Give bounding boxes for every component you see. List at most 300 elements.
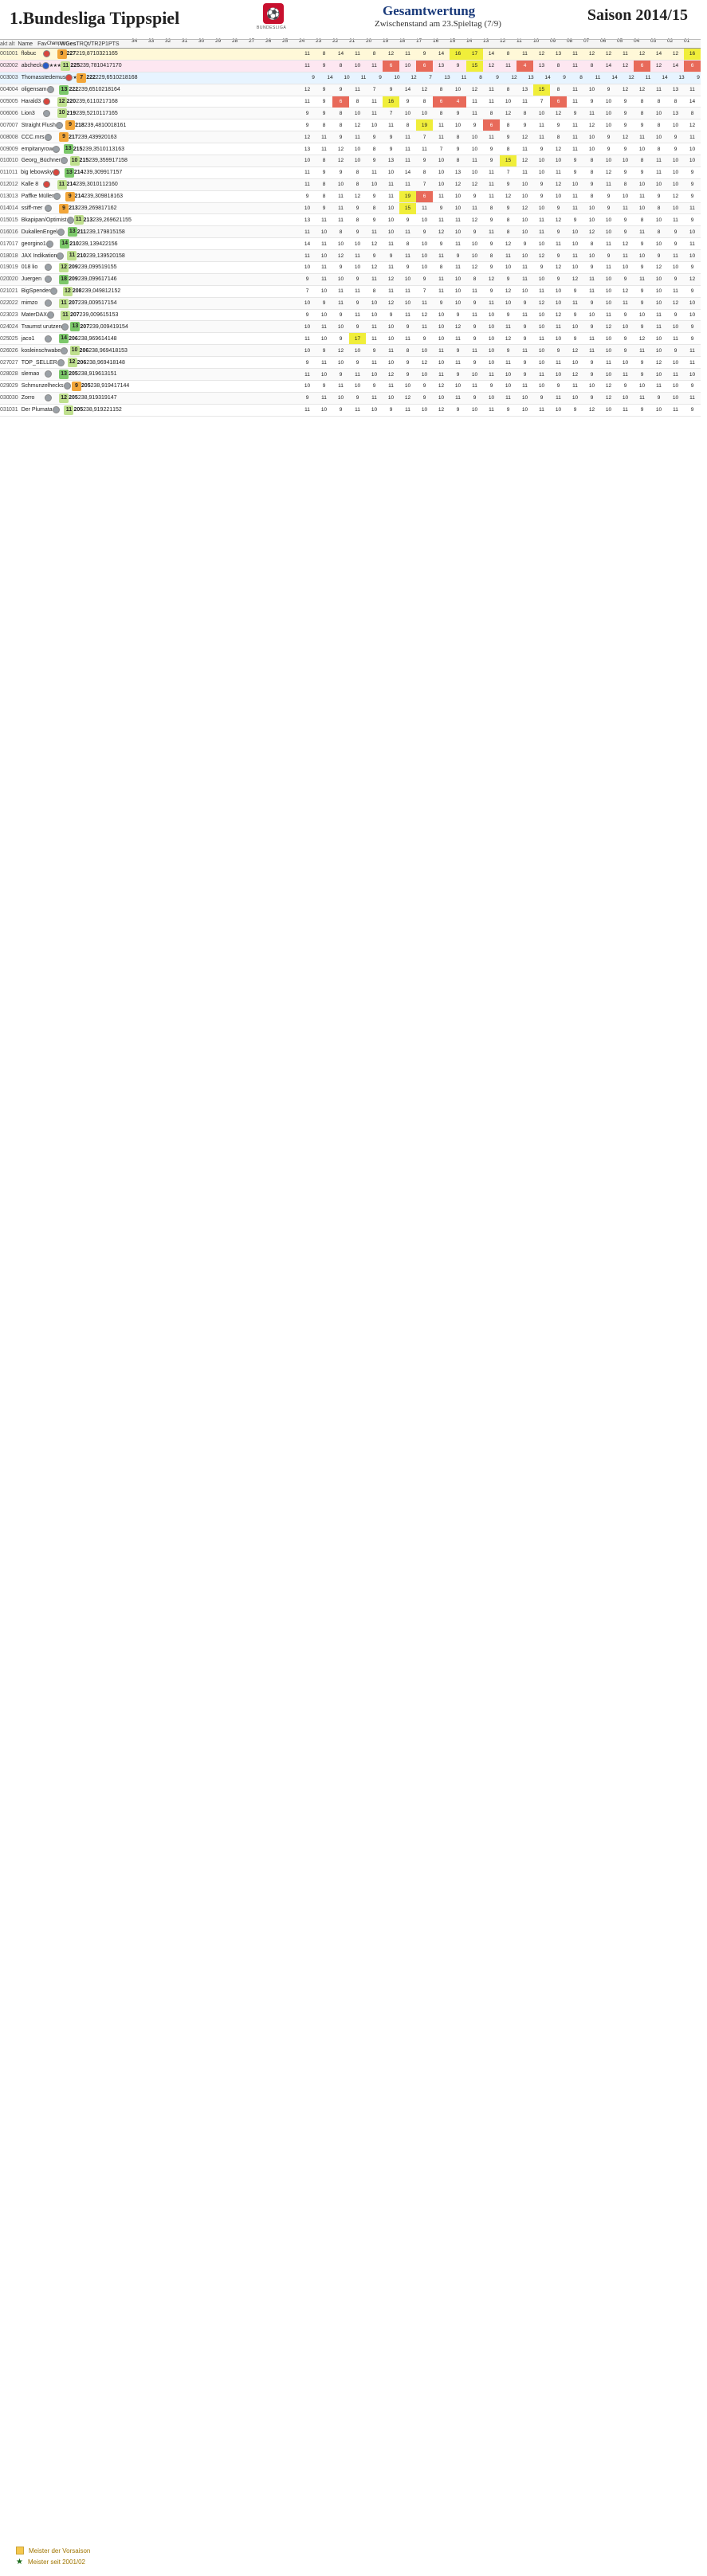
matchday-score: 14 (488, 51, 495, 57)
matchday-score: 10 (404, 110, 411, 116)
player-name[interactable]: kosleinschwabe (21, 347, 61, 354)
matchday-score: 10 (354, 383, 361, 390)
matchday-score: 9 (623, 335, 627, 342)
matchday-score: 11 (556, 323, 561, 330)
matchday-score: 12 (521, 134, 528, 140)
matchday-future (182, 167, 198, 178)
matchday-future (215, 250, 232, 261)
matchday-score: 9 (573, 312, 577, 319)
quota-cell: 9,09 (84, 276, 96, 283)
matchday-score: 17 (466, 49, 483, 60)
player-name[interactable]: ssiff-mer (21, 206, 43, 212)
day-header: 04 (634, 38, 640, 44)
table-row (0, 155, 701, 167)
player-name[interactable]: JAX Indikation (21, 253, 57, 259)
matchday-score: 9 (623, 383, 627, 390)
matchday-score: 11 (522, 347, 528, 354)
matchday-score: 10 (638, 146, 646, 152)
club-badge-icon (45, 335, 52, 343)
day-header-group (132, 38, 701, 49)
matchday-future (165, 298, 182, 309)
matchday-future (265, 333, 282, 344)
matchday-score: 10 (521, 395, 528, 401)
matchday-score: 10 (471, 407, 478, 413)
week-points-cell (77, 73, 86, 83)
week-points: 10 (57, 108, 67, 118)
matchday-score: 8 (506, 229, 510, 235)
matchday-score: 9 (623, 99, 627, 105)
matchday-future (282, 179, 299, 190)
matchday-score: 8 (556, 63, 560, 69)
matchday-cells (132, 179, 701, 190)
matchday-score: 11 (689, 206, 695, 212)
matchday-future (282, 262, 299, 273)
matchday-score: 10 (655, 241, 662, 247)
total-points: 214 (73, 170, 84, 176)
matchday-future (165, 321, 182, 332)
matchday-score: 10 (622, 158, 629, 164)
matchday-future (249, 84, 265, 96)
matchday-score: 11 (645, 75, 651, 81)
player-name[interactable]: Thomasstedemus (21, 75, 66, 81)
matchday-score: 10 (454, 122, 462, 128)
player-name[interactable]: DukallenEngel (21, 229, 57, 235)
matchday-score: 10 (555, 288, 562, 295)
ts-cell: 148 (107, 335, 117, 342)
matchday-future (148, 119, 165, 131)
matchday-score: 10 (421, 110, 428, 116)
matchday-score: 12 (672, 51, 679, 57)
matchday-score: 9 (674, 241, 678, 247)
matchday-future (232, 369, 249, 380)
matchday-score: 9 (305, 312, 309, 319)
matchday-future (148, 203, 165, 214)
matchday-score: 7 (506, 170, 510, 176)
matchday-score: 9 (379, 75, 382, 81)
matchday-future (132, 286, 148, 297)
week-points: 18 (59, 275, 69, 284)
matchday-score: 10 (505, 371, 512, 378)
matchday-score: 10 (438, 323, 445, 330)
matchday-score: 11 (438, 288, 444, 295)
matchday-score: 6 (634, 61, 650, 72)
matchday-score: 9 (422, 229, 426, 235)
matchday-cells (132, 321, 701, 332)
matchday-score: 11 (522, 264, 528, 271)
matchday-future (182, 108, 198, 119)
matchday-future (138, 72, 155, 84)
matchday-score: 14 (655, 51, 662, 57)
player-name[interactable]: Juergen (21, 276, 41, 283)
day-header: 29 (215, 38, 222, 44)
matchday-score: 9 (372, 253, 376, 259)
matchday-score: 9 (540, 182, 544, 188)
matchday-score: 11 (589, 110, 595, 116)
quota-cell: 9,17 (92, 229, 104, 235)
col-champ: Champ (46, 41, 61, 46)
player-name[interactable]: abcheck (21, 63, 42, 69)
total-points: 217 (69, 134, 78, 140)
matchday-score: 12 (454, 323, 462, 330)
matchday-score: 10 (605, 288, 612, 295)
matchday-score: 10 (354, 347, 361, 354)
club-badge-icon (53, 169, 60, 176)
two-point-cell: 94 (103, 359, 110, 366)
matchday-score: 13 (304, 217, 311, 223)
matchday-score: 10 (655, 371, 662, 378)
matchday-future (265, 167, 282, 178)
rank-cell: 011 (0, 170, 10, 176)
matchday-score: 10 (320, 253, 328, 259)
total-points: 213 (69, 206, 78, 212)
matchday-future (232, 155, 249, 166)
matchday-score: 9 (339, 312, 343, 319)
matchday-score: 10 (605, 407, 612, 413)
matchday-future (249, 96, 265, 108)
matchday-future (198, 108, 215, 119)
matchday-score: 16 (684, 49, 701, 60)
matchday-score: 8 (590, 170, 594, 176)
two-point-cell: 96 (109, 217, 116, 223)
matchday-score: 12 (555, 110, 562, 116)
matchday-future (132, 119, 148, 131)
week-points-cell (59, 85, 69, 95)
quota-cell: 9,65 (84, 87, 96, 93)
matchday-score: 10 (404, 300, 411, 307)
matchday-score: 10 (337, 182, 344, 188)
week-points-cell (65, 120, 75, 130)
matchday-score: 8 (640, 110, 644, 116)
matchday-future (148, 333, 165, 344)
matchday-score: 11 (522, 383, 528, 390)
matchday-future (215, 369, 232, 380)
two-point-cell: 102 (112, 75, 123, 81)
matchday-future (165, 405, 182, 416)
matchday-score: 11 (405, 253, 410, 259)
ts-cell: 155 (107, 264, 117, 271)
rank-cell: 008 (0, 134, 10, 140)
player-name[interactable]: BigSpender (21, 288, 51, 295)
matchday-score: 12 (337, 253, 344, 259)
matchday-score: 12 (521, 158, 528, 164)
matchday-score: 8 (657, 146, 661, 152)
matchday-score: 9 (389, 134, 393, 140)
quota-cell: 8,96 (92, 359, 104, 366)
matchday-score: 12 (471, 264, 478, 271)
matchday-score: 12 (555, 182, 562, 188)
tr-cell: 23 (81, 288, 88, 295)
one-point-cell: 22 (102, 241, 108, 247)
table-row (0, 203, 701, 215)
matchday-score: 12 (628, 75, 634, 81)
total-points: 205 (73, 407, 84, 413)
matchday-future (265, 345, 282, 356)
matchday-score: 10 (605, 99, 612, 105)
matchday-future (232, 393, 249, 404)
matchday-score: 10 (588, 312, 595, 319)
matchday-score: 12 (571, 347, 579, 354)
matchday-future (132, 321, 148, 332)
prev-rank-cell: 006 (9, 110, 18, 116)
matchday-score: 13 (454, 170, 462, 176)
matchday-score: 10 (488, 359, 495, 366)
matchday-score: 10 (521, 407, 528, 413)
matchday-score: 15 (500, 155, 517, 166)
matchday-future (198, 203, 215, 214)
total-points: 227 (66, 51, 77, 57)
matchday-future (265, 310, 282, 321)
prev-rank-cell: 004 (9, 87, 18, 93)
matchday-score: 10 (488, 335, 495, 342)
matchday-future (249, 345, 265, 356)
player-name[interactable]: CCC.mrs (21, 134, 45, 140)
tr-cell: 23 (77, 335, 84, 342)
matchday-score: 9 (473, 122, 477, 128)
matchday-score: 12 (689, 276, 696, 283)
matchday-score: 8 (506, 87, 510, 93)
matchday-score: 9 (473, 194, 477, 200)
matchday-score: 10 (538, 347, 545, 354)
matchday-cells (132, 274, 701, 285)
matchday-future (132, 96, 148, 108)
matchday-score: 10 (304, 347, 311, 354)
player-name[interactable]: mimzo (21, 300, 38, 307)
matchday-score: 12 (605, 383, 612, 390)
matchday-score: 11 (304, 335, 310, 342)
player-name[interactable]: Paffke Müller (21, 194, 54, 200)
club-badge-icon (61, 347, 68, 354)
matchday-score: 10 (371, 300, 378, 307)
player-name[interactable]: oligensam (21, 87, 47, 93)
club-badge-icon (45, 276, 52, 283)
matchday-future (165, 226, 182, 237)
matchday-score: 12 (521, 206, 528, 212)
matchday-score: 10 (689, 158, 696, 164)
matchday-score: 9 (372, 134, 376, 140)
matchday-score: 15 (466, 61, 483, 72)
matchday-score: 10 (588, 87, 595, 93)
player-name[interactable]: Harald3 (21, 99, 41, 104)
matchday-score: 11 (455, 217, 461, 223)
player-name[interactable]: 018 lio (21, 264, 38, 271)
matchday-score: 12 (622, 87, 629, 93)
matchday-score: 8 (456, 158, 460, 164)
matchday-score: 11 (438, 134, 444, 140)
matchday-score: 10 (438, 335, 445, 342)
player-name[interactable]: jaco1 (21, 335, 35, 342)
matchday-score: 9 (623, 312, 627, 319)
day-header: 33 (148, 38, 155, 44)
matchday-score: 10 (320, 335, 328, 342)
rank-cell: 027 (0, 359, 10, 366)
matchday-future (249, 321, 265, 332)
matchday-score: 10 (505, 264, 512, 271)
week-points-cell (65, 168, 74, 178)
ts-cell: 164 (111, 87, 120, 93)
fav-club-cell (43, 98, 50, 105)
one-point-cell: 17 (101, 276, 108, 283)
table-row (0, 61, 701, 72)
tr-cell: 23 (77, 206, 84, 212)
matchday-score: 12 (622, 241, 629, 247)
player-name[interactable]: Georg_Büchner (21, 158, 61, 164)
ts-cell: 163 (115, 146, 124, 152)
matchday-future (215, 61, 232, 72)
matchday-score: 9 (563, 75, 566, 81)
rank-cell: 023 (0, 312, 10, 319)
matchday-score: 11 (589, 335, 595, 342)
rank-cell: 029 (0, 383, 10, 390)
player-name[interactable]: TOP_SELLER (21, 359, 57, 366)
matchday-future (182, 84, 198, 96)
week-points: 12 (68, 358, 77, 367)
matchday-future (182, 286, 198, 297)
matchday-score: 9 (489, 241, 493, 247)
player-name[interactable]: slemao (21, 371, 40, 378)
matchday-score: 9 (573, 217, 577, 223)
player-name[interactable]: Lion3 (21, 110, 35, 116)
matchday-score: 12 (337, 158, 344, 164)
matchday-score: 12 (538, 300, 545, 307)
ts-cell: 154 (119, 323, 128, 330)
matchday-score: 11 (338, 300, 344, 307)
matchday-score: 10 (371, 312, 378, 319)
matchday-score: 10 (538, 170, 545, 176)
matchday-score: 10 (471, 241, 478, 247)
player-name[interactable]: Bkapipan/Optimist (21, 217, 67, 223)
matchday-future (198, 274, 215, 285)
quota-cell: 9,52 (81, 110, 93, 116)
matchday-score: 9 (657, 395, 661, 401)
matchday-score: 10 (555, 407, 562, 413)
matchday-score: 12 (505, 110, 512, 116)
matchday-score: 11 (589, 347, 595, 354)
fav-club-cell (53, 406, 60, 413)
player-name[interactable]: big lebowsky (21, 170, 53, 176)
matchday-future (222, 72, 238, 84)
week-points-cell (59, 299, 69, 308)
matchday-future (215, 214, 232, 225)
matchday-future (249, 298, 265, 309)
matchday-future (215, 333, 232, 344)
matchday-score: 6 (383, 61, 399, 72)
tr-cell: 23 (89, 323, 96, 330)
matchday-score: 10 (471, 134, 478, 140)
matchday-score: 19 (416, 119, 433, 131)
rank-cell: 003 (0, 75, 10, 81)
matchday-score: 11 (321, 276, 327, 283)
matchday-future (282, 155, 299, 166)
matchday-future (249, 310, 265, 321)
fav-club-cell (45, 205, 52, 212)
player-name[interactable]: flobuc (21, 51, 37, 57)
matchday-future (215, 167, 232, 178)
matchday-future (132, 357, 148, 368)
matchday-score: 10 (521, 229, 528, 235)
matchday-score: 11 (639, 229, 645, 235)
matchday-future (165, 310, 182, 321)
quota-cell: 9,13 (92, 253, 104, 259)
player-name[interactable]: Traumst urutzen (21, 323, 62, 330)
matchday-future (198, 405, 215, 416)
table-row (0, 310, 701, 322)
matchday-future (165, 286, 182, 297)
matchday-score: 10 (404, 63, 411, 69)
player-name[interactable]: Der Plumata (21, 407, 53, 413)
matchday-score: 9 (623, 122, 627, 128)
matchday-score: 9 (623, 229, 627, 235)
matchday-score: 15 (399, 203, 416, 214)
matchday-score: 11 (304, 371, 310, 378)
day-header: 17 (416, 38, 422, 44)
matchday-future (282, 238, 299, 249)
matchday-score: 11 (556, 359, 561, 366)
player-name[interactable]: Schmunzelhecks (21, 383, 64, 390)
week-points-cell (63, 287, 73, 296)
matchday-score: 11 (338, 194, 344, 200)
matchday-score: 9 (540, 194, 544, 200)
day-header: 05 (617, 38, 623, 44)
matchday-score: 9 (406, 264, 410, 271)
matchday-future (182, 191, 198, 202)
matchday-future (165, 393, 182, 404)
matchday-score: 12 (655, 359, 662, 366)
matchday-score: 9 (556, 122, 560, 128)
matchday-future (215, 357, 232, 368)
matchday-score: 12 (638, 87, 646, 93)
player-name[interactable]: georgino1 (21, 241, 46, 247)
matchday-future (215, 310, 232, 321)
matchday-future (232, 345, 249, 356)
matchday-score: 10 (387, 335, 395, 342)
matchday-score: 17 (349, 333, 366, 344)
player-name[interactable]: MaterDAX (21, 312, 47, 319)
rank-cell: 009 (0, 146, 10, 152)
matchday-score: 6 (433, 96, 450, 108)
player-name[interactable]: Kalle 8 (21, 182, 39, 188)
matchday-score: 9 (456, 110, 460, 116)
week-points-cell (60, 239, 69, 249)
matchday-score: 9 (355, 300, 359, 307)
matchday-score: 10 (605, 110, 612, 116)
master-swatch-icon (16, 2547, 24, 2554)
matchday-score: 9 (339, 170, 343, 176)
matchday-cells (132, 310, 701, 321)
day-header: 13 (483, 38, 489, 44)
club-badge-icon (45, 370, 52, 378)
matchday-score: 11 (623, 407, 628, 413)
matchday-score: 9 (523, 371, 527, 378)
two-point-cell: 99 (100, 170, 107, 176)
two-point-cell: 101 (99, 146, 109, 152)
club-badge-icon (64, 382, 71, 390)
matchday-future (132, 203, 148, 214)
matchday-future (148, 108, 165, 119)
matchday-score: 8 (640, 217, 644, 223)
matchday-score: 12 (655, 63, 662, 69)
tr-cell: 23 (82, 146, 89, 152)
player-name[interactable]: Zorro (21, 395, 35, 401)
matchday-future (148, 96, 165, 108)
matchday-future (249, 203, 265, 214)
matchday-score: 11 (388, 241, 394, 247)
matchday-score: 10 (689, 300, 696, 307)
player-name[interactable]: Straight Flush (21, 122, 56, 128)
matchday-future (265, 84, 282, 96)
player-name[interactable]: empitanyrow (21, 146, 53, 152)
matchday-score: 16 (383, 96, 399, 108)
matchday-score: 10 (571, 264, 579, 271)
